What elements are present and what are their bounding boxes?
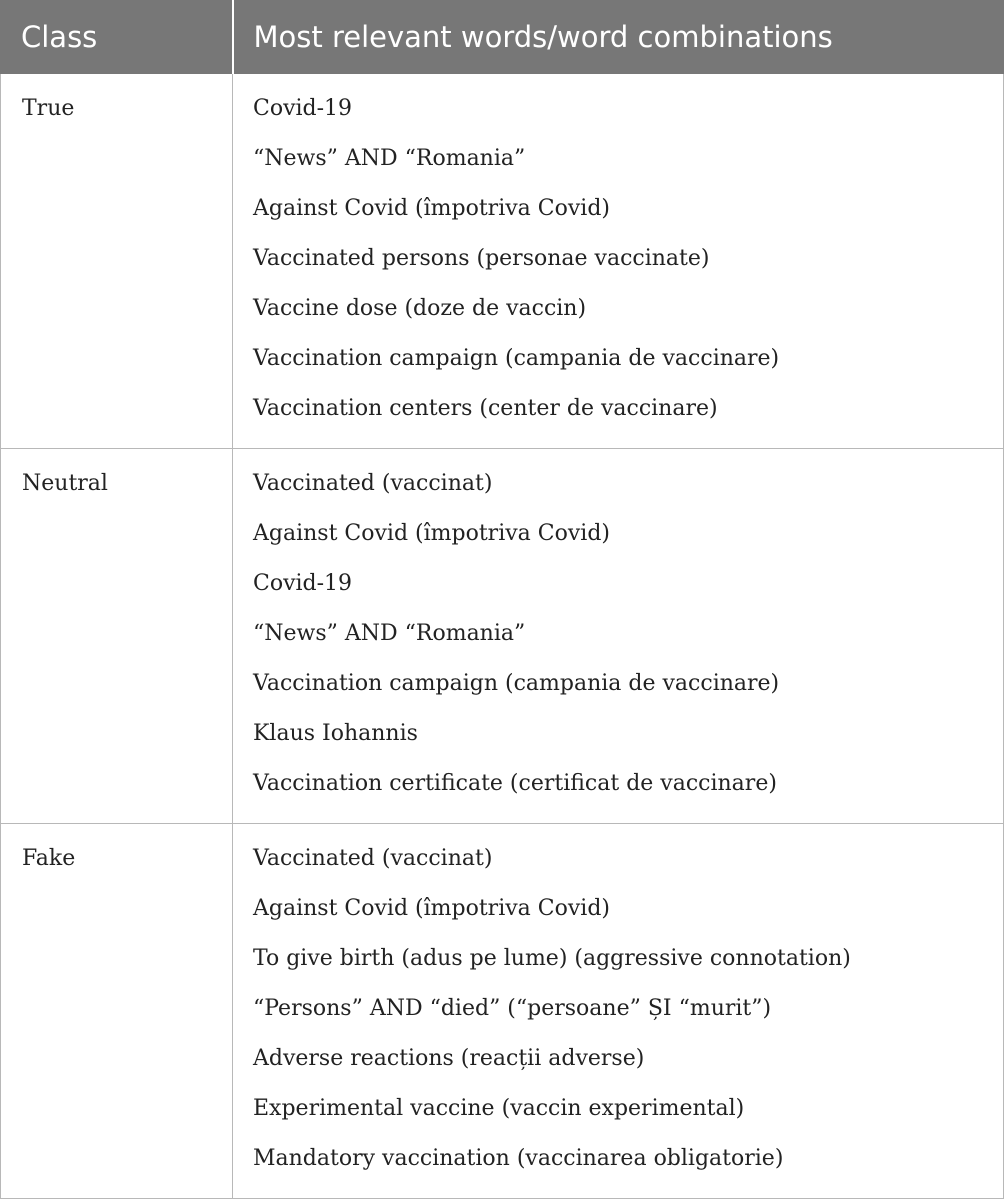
word-item: Against Covid (împotriva Covid) (253, 521, 610, 546)
table-row-true (1, 74, 1004, 449)
word-item: Klaus Iohannis (253, 721, 418, 746)
header-words: Most relevant words/word combinations (233, 1, 1004, 74)
word-item: “Persons” AND “died” (“persoane” ȘI “murit”) (253, 996, 772, 1021)
class-label: Neutral (1, 449, 233, 824)
word-item: To give birth (adus pe lume) (aggressive connotation) (253, 946, 851, 971)
word-item: Vaccination centers (center de vaccinare) (253, 396, 718, 421)
word-item: “News” AND “Romania” (253, 621, 526, 646)
words-cell (233, 74, 1004, 449)
word-item: Experimental vaccine (vaccin experimental) (253, 1096, 745, 1121)
word-item: Vaccinated (vaccinat) (253, 471, 493, 496)
word-item: “News” AND “Romania” (253, 146, 526, 171)
word-item: Vaccination campaign (campania de vaccinare) (253, 671, 780, 696)
class-label: Fake (1, 824, 233, 1199)
words-cell (233, 449, 1004, 824)
word-item: Against Covid (împotriva Covid) (253, 896, 610, 921)
word-item: Vaccine dose (doze de vaccin) (253, 296, 587, 321)
word-item: Vaccinated (vaccinat) (253, 846, 493, 871)
word-item: Vaccination certificate (certificat de vaccinare) (253, 771, 777, 796)
word-item: Vaccinated persons (personae vaccinate) (253, 246, 710, 271)
word-item: Vaccination campaign (campania de vaccinare) (253, 346, 780, 371)
table-body (1, 74, 1004, 1199)
table-row-neutral (1, 449, 1004, 824)
word-item: Adverse reactions (reacții adverse) (253, 1046, 645, 1071)
word-item: Mandatory vaccination (vaccinarea obligatorie) (253, 1146, 784, 1171)
word-item: Against Covid (împotriva Covid) (253, 196, 610, 221)
table-row-fake (1, 824, 1004, 1199)
header-row (1, 1, 1004, 74)
header-class: Class (1, 1, 233, 74)
class-label: True (1, 74, 233, 449)
words-cell (233, 824, 1004, 1199)
table-header (1, 1, 1004, 74)
word-item: Covid-19 (253, 96, 353, 121)
word-item: Covid-19 (253, 571, 353, 596)
